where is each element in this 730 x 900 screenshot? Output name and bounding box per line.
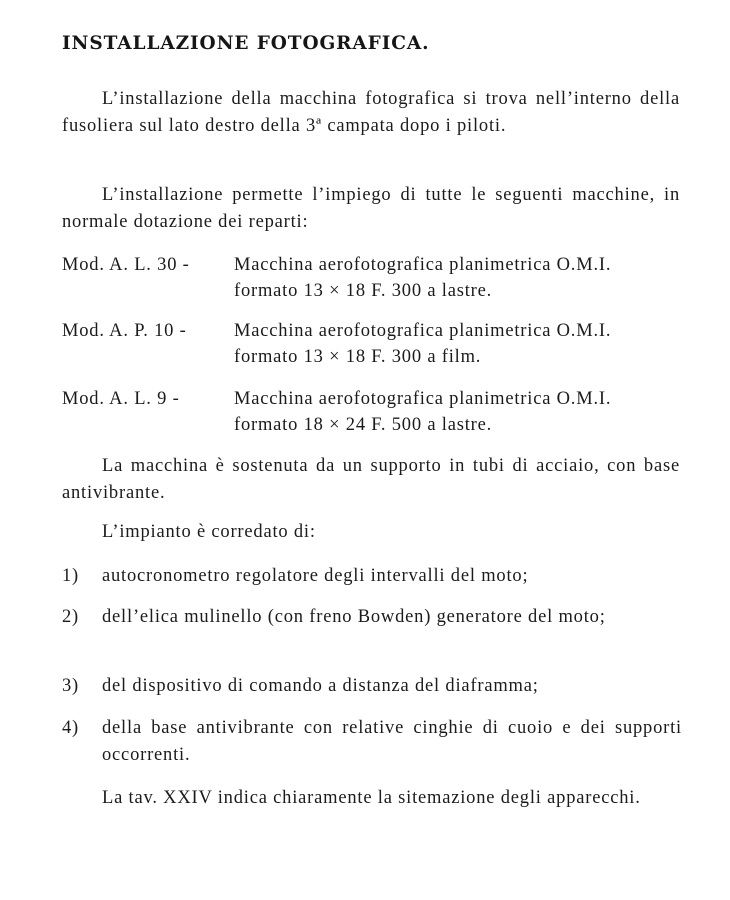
list-item-number: 4) [62,718,80,738]
model-description [234,386,682,438]
list-item [62,563,682,590]
list-item-number: 2) [62,607,80,627]
list-item-text: del dispositivo di comando a distanza del diaframma; [102,676,539,696]
model-description-line: formato 13 × 18 F. 300 a lastre. [234,281,493,301]
model-description [234,252,682,304]
list-item [62,604,682,631]
model-label: Mod. A. L. 9 - [62,389,180,409]
paragraph-support [62,453,680,507]
model-description [234,318,682,370]
list-item-number: 3) [62,676,80,696]
paragraph-table-reference [62,785,680,812]
list-item [62,673,682,700]
model-description-line: formato 18 × 24 F. 500 a lastre. [234,415,493,435]
page-title: INSTALLAZIONE FOTOGRAFICA. [62,33,430,54]
list-item-text: della base antivibrante con relative cinghie di cuoio e dei supporti occorrenti. [102,718,682,765]
model-label: Mod. A. P. 10 - [62,321,187,341]
paragraph-text: La macchina è sostenuta da un supporto in tubi di acciaio, con base antivibrante. [62,456,680,503]
list-item-text: dell’elica mulinello (con freno Bowden) generatore del moto; [102,607,606,627]
paragraph-text: L’installazione della macchina fotografica si trova nell’interno della fusoliera sul lato destro della 3ª campata dopo i piloti. [62,89,680,136]
list-item-text: autocronometro regolatore degli intervalli del moto; [102,566,529,586]
list-item [62,715,682,769]
paragraph-text: L’installazione permette l’impiego di tutte le seguenti macchine, in normale dotazione dei reparti: [62,185,680,232]
model-description-line: Macchina aerofotografica planimetrica O.M.I. [234,255,612,275]
list-item-number: 1) [62,566,80,586]
paragraph-installation-location [62,86,680,140]
model-description-line: Macchina aerofotografica planimetrica O.M.I. [234,321,612,341]
paragraph-equipment-intro [62,519,680,546]
model-description-line: Macchina aerofotografica planimetrica O.M.I. [234,389,612,409]
paragraph-text: L’impianto è corredato di: [102,522,316,542]
paragraph-text: La tav. XXIV indica chiaramente la sitemazione degli apparecchi. [102,788,641,808]
model-label: Mod. A. L. 30 - [62,255,190,275]
model-description-line: formato 13 × 18 F. 300 a film. [234,347,482,367]
paragraph-compatible-cameras [62,182,680,236]
